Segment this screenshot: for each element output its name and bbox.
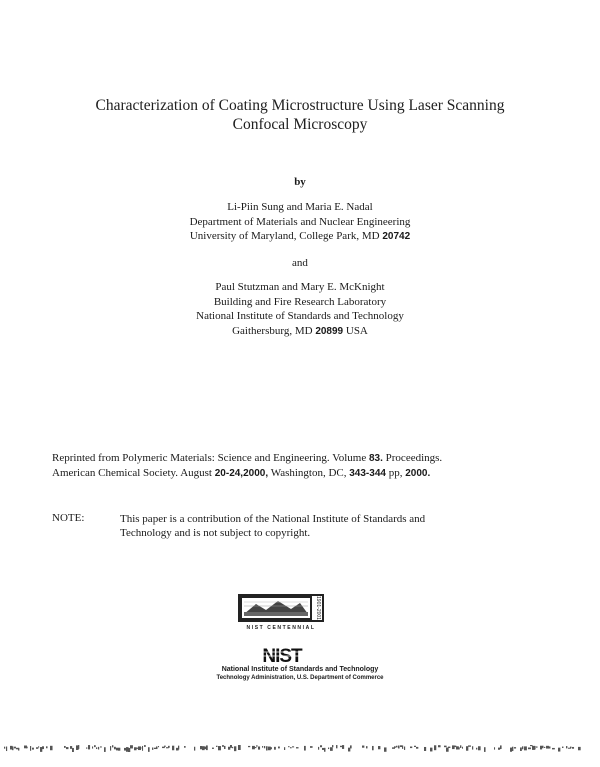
noise-speck (88, 745, 90, 749)
noise-speck (384, 747, 387, 751)
author-block-1 (0, 200, 600, 245)
noise-speck (434, 745, 436, 750)
noise-speck (172, 746, 174, 751)
author-institute: National Institute of Standards and Technology (196, 310, 404, 322)
noise-speck (304, 746, 306, 751)
note-text (120, 512, 540, 540)
noise-speck (292, 746, 294, 747)
noise-speck (194, 747, 195, 751)
noise-speck (222, 745, 224, 747)
noise-speck (332, 745, 333, 747)
noise-speck (510, 748, 512, 752)
noise-speck (454, 746, 456, 747)
noise-speck (514, 747, 516, 748)
noise-speck (448, 747, 450, 748)
noise-speck (94, 745, 96, 747)
by-label: by (294, 176, 306, 188)
scan-noise-line (0, 744, 600, 752)
noise-speck (158, 746, 159, 747)
noise-speck (566, 746, 567, 748)
noise-speck (288, 746, 290, 747)
noise-speck (394, 746, 396, 748)
noise-speck (558, 748, 560, 752)
noise-speck (104, 747, 106, 752)
noise-speck (398, 746, 400, 749)
noise-speck (444, 746, 447, 748)
noise-speck (310, 746, 313, 748)
noise-speck (30, 746, 31, 751)
noise-speck (100, 746, 102, 747)
nist-institute-name: National Institute of Standards and Technology (221, 666, 379, 673)
noise-speck (396, 746, 397, 748)
noise-speck (320, 745, 322, 747)
noise-speck (18, 748, 19, 751)
noise-speck (324, 748, 325, 752)
noise-speck (86, 747, 87, 748)
reprint-line-1: Reprinted from Polymeric Materials: Science and Engineering. Volume 83. Proceedings. (52, 452, 443, 464)
noise-speck (552, 748, 555, 749)
noise-speck (438, 745, 441, 747)
noise-speck (362, 746, 364, 748)
and-separator: and (292, 257, 308, 269)
noise-speck (218, 746, 221, 750)
note-line-1: This paper is a contribution of the National Institute of Standards and (120, 513, 426, 525)
noise-speck (70, 746, 72, 749)
seal-years: 1901-2001 (315, 596, 321, 620)
noise-speck (342, 745, 344, 749)
noise-speck (348, 748, 350, 752)
author-department: Department of Materials and Nuclear Engineering (189, 215, 411, 228)
noise-speck (114, 747, 116, 750)
noise-speck (414, 746, 416, 747)
noise-speck (494, 747, 495, 749)
noise-speck (216, 746, 217, 747)
noise-speck (524, 746, 527, 750)
noise-speck (254, 747, 256, 748)
noise-speck (66, 747, 68, 749)
noise-speck (230, 745, 232, 748)
noise-speck (404, 747, 405, 750)
noise-speck (204, 747, 206, 750)
noise-speck (116, 748, 118, 751)
author-lab: Building and Fire Research Laboratory (213, 295, 387, 308)
noise-speck (200, 746, 202, 749)
noise-speck (424, 747, 426, 751)
noise-speck (32, 748, 34, 750)
noise-speck (578, 747, 581, 750)
noise-speck (572, 747, 574, 749)
noise-speck (224, 746, 225, 749)
noise-speck (184, 746, 186, 748)
noise-speck (12, 746, 13, 750)
noise-speck (534, 746, 536, 749)
noise-speck (446, 748, 449, 752)
noise-speck (168, 746, 170, 748)
noise-speck (142, 746, 143, 751)
noise-speck (96, 747, 97, 749)
noise-speck (512, 747, 513, 751)
noise-speck (460, 745, 461, 748)
noise-speck (278, 746, 280, 748)
noise-speck (462, 747, 463, 749)
noise-speck (228, 747, 230, 750)
noise-speck (140, 747, 141, 749)
noise-speck (290, 747, 292, 748)
noise-speck (542, 746, 543, 748)
noise-speck (366, 746, 367, 748)
noise-speck (284, 747, 285, 750)
noise-speck (144, 745, 146, 747)
nist-administration: Technology Administration, U.S. Department of Commerce (216, 675, 384, 681)
noise-speck (110, 746, 111, 751)
title-line-1: Characterization of Coating Microstructure Using Laser Scanning (95, 97, 505, 114)
noise-speck (78, 745, 79, 749)
noise-speck (38, 746, 39, 747)
noise-speck (410, 747, 412, 749)
reprint-line-2: American Chemical Society. August 20-24,2000, Washington, DC, 343-344 pp, 2000. (52, 467, 431, 479)
noise-speck (212, 748, 214, 749)
noise-speck (270, 747, 272, 749)
noise-speck (540, 746, 542, 750)
noise-speck (238, 745, 241, 750)
noise-speck (520, 747, 522, 750)
noise-speck (36, 747, 38, 749)
noise-speck (46, 746, 48, 748)
noise-speck (112, 745, 113, 747)
note-line-2: Technology and is not subject to copyright. (120, 527, 311, 539)
noise-speck (256, 745, 258, 746)
noise-speck (372, 746, 374, 750)
noise-speck (318, 747, 319, 750)
noise-speck (42, 746, 44, 749)
reprint-notice (52, 451, 572, 481)
noise-speck (154, 748, 156, 749)
centennial-label: NIST CENTENNIAL (246, 625, 316, 631)
noise-speck (118, 748, 120, 751)
noise-speck (258, 746, 260, 749)
noise-speck (458, 747, 460, 749)
noise-speck (6, 747, 7, 752)
noise-speck (4, 747, 5, 749)
noise-speck (466, 746, 468, 750)
noise-speck (64, 746, 66, 748)
noise-speck (26, 747, 28, 749)
noise-speck (296, 747, 299, 748)
noise-speck (430, 748, 432, 752)
noise-speck (472, 746, 473, 749)
noise-speck (498, 748, 500, 750)
noise-speck (522, 746, 523, 749)
noise-speck (548, 746, 550, 748)
noise-speck (130, 745, 133, 748)
noise-speck (322, 748, 324, 750)
noise-speck (248, 746, 250, 747)
nist-logo-text: NIST (262, 646, 302, 665)
noise-speck (336, 745, 337, 748)
noise-speck (92, 746, 93, 748)
noise-speck (328, 748, 329, 750)
document-title (0, 96, 600, 134)
noise-speck (156, 746, 158, 749)
noise-speck (330, 747, 333, 751)
noise-speck (264, 746, 265, 748)
title-line-2: Confocal Microscopy (232, 116, 368, 133)
noise-speck (50, 746, 53, 750)
noise-speck (402, 745, 403, 748)
noise-speck (340, 746, 342, 747)
noise-speck (350, 745, 352, 748)
noise-speck (468, 745, 471, 746)
noise-speck (164, 746, 166, 747)
noise-speck (544, 747, 545, 748)
noise-speck (536, 746, 538, 747)
noise-speck (528, 747, 531, 749)
noise-speck (14, 747, 16, 749)
nist-logo-icon (254, 645, 310, 665)
noise-speck (232, 747, 233, 748)
noise-speck (570, 747, 571, 749)
noise-speck (234, 746, 236, 751)
noise-speck (152, 747, 153, 749)
noise-speck (206, 745, 208, 750)
noise-speck (416, 747, 418, 749)
noise-speck (500, 745, 502, 749)
noise-speck (72, 748, 74, 752)
noise-speck (98, 747, 99, 750)
noise-speck (162, 747, 165, 748)
noise-speck (484, 747, 486, 752)
author-block-2 (0, 280, 600, 339)
noise-speck (178, 746, 179, 750)
author-names-1: Li-Piin Sung and Maria E. Nadal (227, 201, 373, 213)
noise-speck (562, 747, 563, 748)
note-label: NOTE: (52, 512, 85, 524)
noise-speck (128, 748, 130, 752)
author-names-2: Paul Stutzman and Mary E. McKnight (215, 281, 385, 293)
noise-speck (262, 746, 263, 748)
noise-speck (476, 748, 477, 750)
author-university: University of Maryland, College Park, MD 20742 (189, 230, 411, 242)
author-city: Gaithersburg, MD 20899 USA (232, 324, 368, 337)
noise-speck (378, 746, 380, 749)
noise-speck (478, 746, 481, 750)
noise-speck (40, 747, 42, 752)
noise-speck (266, 746, 268, 750)
noise-speck (148, 747, 150, 752)
noise-speck (274, 747, 276, 750)
